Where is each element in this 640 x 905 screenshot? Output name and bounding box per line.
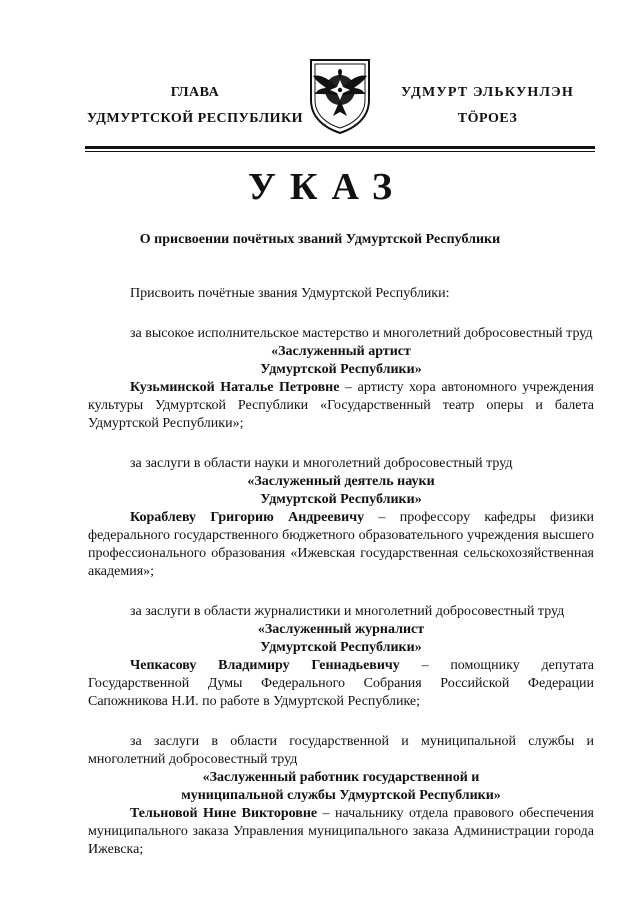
recipient-position: – артисту хора автономного учреждения культуры Удмуртской Республики «Государственный театр оперы и балета Удмуртской Республики»;	[88, 380, 594, 431]
header-left-line2: УДМУРТСКОЙ РЕСПУБЛИКИ	[86, 111, 304, 126]
decree-body	[88, 285, 594, 859]
recipient-paragraph	[88, 657, 594, 711]
recipient-name: Чепкасову Владимиру Геннадьевичу	[130, 658, 400, 673]
recipient-paragraph	[88, 379, 594, 433]
header-divider-thick	[85, 146, 595, 149]
award-reason: за заслуги в области государственной и муниципальной службы и многолетний добросовестный труд	[88, 734, 594, 767]
award-reason: за заслуги в области журналистики и многолетний добросовестный труд	[130, 604, 565, 619]
award-title-line1: «Заслуженный журналист	[257, 622, 425, 637]
udmurt-coat-of-arms-icon	[305, 56, 375, 136]
document-title: УКАЗ	[248, 166, 406, 208]
header-right-line1: УДМУРТ ЭЛЬКУНЛЭН	[401, 85, 574, 100]
award-title-line2: муниципальной службы Удмуртской Республики»	[181, 788, 501, 803]
header-right	[385, 80, 590, 132]
recipient-position: – помощнику депутата Государственной Думы Федерального Собрания Российской Федерации Сапожникова Н.И. по работе в Удмуртской Республике;	[88, 658, 594, 709]
award-title-line2: Удмуртской Республики»	[260, 492, 422, 507]
recipient-position: – профессору кафедры физики федерального государственного бюджетного образовательного учреждения высшего профессионального образования «Ижевская государственная сельскохозяйственная академия»;	[88, 510, 594, 579]
recipient-paragraph	[88, 509, 594, 581]
recipient-position: – начальнику отдела правового обеспечения муниципального заказа Управления муниципального заказа Администрации города Ижевска;	[88, 806, 595, 857]
award-title-line1: «Заслуженный артист	[271, 344, 411, 359]
award-title-line2: Удмуртской Республики»	[260, 640, 422, 655]
recipient-paragraph	[88, 805, 594, 859]
intro-paragraph: Присвоить почётные звания Удмуртской Республики:	[130, 286, 450, 301]
award-reason: за высокое исполнительское мастерство и многолетний добросовестный труд	[130, 326, 593, 341]
document-subtitle: О присвоении почётных званий Удмуртской Республики	[139, 232, 501, 247]
award-reason: за заслуги в области науки и многолетний добросовестный труд	[130, 456, 513, 471]
award-title-line1: «Заслуженный работник государственной и	[202, 770, 480, 785]
award-title-line1: «Заслуженный деятель науки	[247, 474, 435, 489]
header-left-line1: ГЛАВА	[170, 85, 220, 100]
header-divider-thin	[85, 151, 595, 152]
header-right-line2: ТӦРОЕЗ	[457, 111, 518, 126]
recipient-name: Кузьминской Наталье Петровне	[130, 380, 340, 395]
recipient-name: Тельновой Нине Викторовне	[130, 806, 318, 821]
recipient-name: Кораблеву Григорию Андреевичу	[130, 510, 365, 525]
header-left	[70, 80, 320, 132]
award-title-line2: Удмуртской Республики»	[260, 362, 422, 377]
